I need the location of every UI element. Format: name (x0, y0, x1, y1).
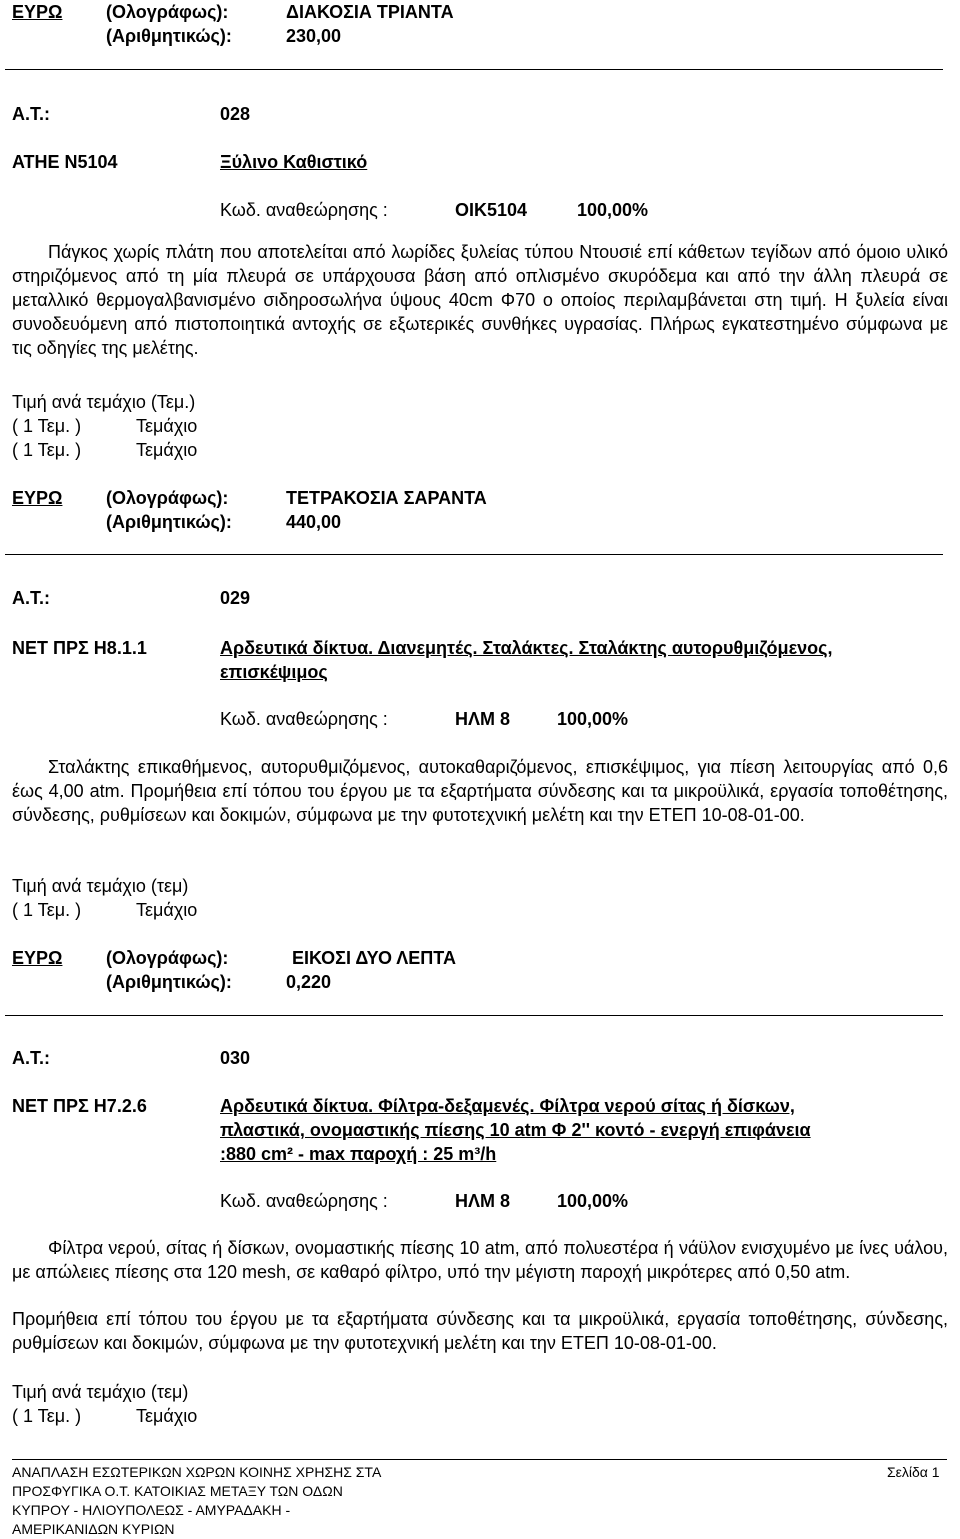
item-title: :880 cm² - max παροχή : 25 m³/h (220, 1144, 497, 1164)
unit-price-line: Τιμή ανά τεμάχιο (Τεμ.) (12, 392, 196, 412)
section-divider (5, 69, 943, 70)
item-code: ΑΤΗΕ Ν5104 (12, 152, 118, 172)
quantity-unit: Τεμάχιο (136, 900, 198, 920)
revision-code: ΟΙΚ5104 (455, 200, 528, 220)
section-divider (5, 554, 943, 555)
revision-label: Κωδ. αναθεώρησης : (220, 1191, 388, 1211)
price-number-value: 230,00 (286, 26, 342, 46)
quantity-unit: Τεμάχιο (136, 440, 198, 460)
revision-label: Κωδ. αναθεώρησης : (220, 709, 388, 729)
price-words-value: ΔΙΑΚΟΣΙΑ ΤΡΙΑΝΤΑ (286, 2, 454, 22)
price-number-value: 440,00 (286, 512, 342, 532)
revision-percent: 100,00% (577, 200, 649, 220)
price-words-label: (Ολογράφως): (106, 948, 229, 968)
price-words-value: ΕΙΚΟΣΙ ΔΥΟ ΛΕΠΤΑ (292, 948, 456, 968)
footer-line: ΑΜΕΡΙΚΑΝΙΔΩΝ ΚΥΡΙΩΝ (12, 1521, 175, 1537)
price-words-label: (Ολογράφως): (106, 488, 229, 508)
item-description: Φίλτρα νερού, σίτας ή δίσκων, ονομαστικής πίεσης 10 atm, από πολυεστέρα ή νάϋλον ενισχυμένο με ίνες υάλου, με απώλειες πίεσης στα 120 mesh, σε καθαρό φίλτρο, υπό την μέγιστη παροχή μικρότερες από 0,50 atm. (12, 1238, 948, 1282)
price-number-label: (Αριθμητικώς): (106, 26, 232, 46)
item-number-value: 030 (220, 1048, 251, 1068)
item-title: Ξύλινο Καθιστικό (220, 152, 368, 172)
quantity: ( 1 Τεμ. ) (12, 416, 82, 436)
quantity-unit: Τεμάχιο (136, 416, 198, 436)
unit-price-line: Τιμή ανά τεμάχιο (τεμ) (12, 876, 189, 896)
item-number-value: 029 (220, 588, 251, 608)
price-words-label: (Ολογράφως): (106, 2, 229, 22)
revision-percent: 100,00% (557, 709, 629, 729)
quantity: ( 1 Τεμ. ) (12, 900, 82, 920)
item-number-value: 028 (220, 104, 251, 124)
item-number-label: Α.Τ.: (12, 104, 51, 124)
item-description: Πάγκος χωρίς πλάτη που αποτελείται από λωρίδες ξυλείας τύπου Ντουσιέ επί κάθετων τεγίδων από όμοιο υλικό στηριζόμενος από τη μία πλευρά σε υπάρχουσα βάση από οπλισμένο σκυρόδεμα και από την άλλη πλευρά σε μεταλλικό θερμογαλβανισμένο σιδηροσωλήνα ύψους 40cm Φ70 ο οποίος περιλαμβάνεται στη τιμή. Η ξυλεία είναι συνοδευόμενη από πιστοποιητικά αντοχής σε εξωτερικές συνθήκες υγρασίας. Πλήρως εγκατεστημένο σύμφωνα με τις οδηγίες της μελέτης. (12, 242, 948, 358)
item-number-label: Α.Τ.: (12, 588, 51, 608)
item-title: Αρδευτικά δίκτυα. Διανεμητές. Σταλάκτες. Σταλάκτης αυτορυθμιζόμενος, (220, 638, 833, 658)
revision-code: ΗΛΜ 8 (455, 1191, 511, 1211)
currency-label: ΕΥΡΩ (12, 488, 63, 508)
price-number-label: (Αριθμητικώς): (106, 512, 232, 532)
footer-project-title (12, 1463, 381, 1539)
currency-label: ΕΥΡΩ (12, 2, 63, 22)
revision-percent: 100,00% (557, 1191, 629, 1211)
page-number: Σελίδα 1 (887, 1464, 940, 1480)
item-title: επισκέψιμος (220, 662, 328, 682)
item-description: Σταλάκτης επικαθήμενος, αυτορυθμιζόμενος, αυτοκαθαριζόμενος, επισκέψιμος, για πίεση λειτουργίας από 0,6 έως 4,00 atm. Προμήθεια επί τόπου του έργου με τα εξαρτήματα σύνδεσης και τα μικροϋλικά, εργασία τοποθέτησης, σύνδεσης, ρυθμίσεων και δοκιμών, σύμφωνα με την φυτοτεχνική μελέτη και την ΕΤΕΠ 10-08-01-00. (12, 757, 948, 825)
section-divider (5, 1015, 943, 1016)
item-title: Αρδευτικά δίκτυα. Φίλτρα-δεξαμενές. Φίλτρα νερού σίτας ή δίσκων, (220, 1096, 795, 1116)
price-words-value: ΤΕΤΡΑΚΟΣΙΑ ΣΑΡΑΝΤΑ (286, 488, 487, 508)
footer-divider (12, 1459, 947, 1460)
item-number-label: Α.Τ.: (12, 1048, 51, 1068)
unit-price-line: Τιμή ανά τεμάχιο (τεμ) (12, 1382, 189, 1402)
footer-line: ΑΝΑΠΛΑΣΗ ΕΣΩΤΕΡΙΚΩΝ ΧΩΡΩΝ ΚΟΙΝΗΣ ΧΡΗΣΗΣ ΣΤΑ (12, 1464, 382, 1480)
item-code: ΝΕΤ ΠΡΣ Η8.1.1 (12, 638, 147, 658)
quantity-unit: Τεμάχιο (136, 1406, 198, 1426)
price-number-value: 0,220 (286, 972, 332, 992)
quantity: ( 1 Τεμ. ) (12, 440, 82, 460)
item-code: ΝΕΤ ΠΡΣ Η7.2.6 (12, 1096, 147, 1116)
currency-label: ΕΥΡΩ (12, 948, 63, 968)
price-number-label: (Αριθμητικώς): (106, 972, 232, 992)
quantity: ( 1 Τεμ. ) (12, 1406, 82, 1426)
footer-line: ΚΥΠΡΟΥ - ΗΛΙΟΥΠΟΛΕΩΣ - ΑΜΥΡΑΔΑΚΗ - (12, 1502, 291, 1518)
revision-code: ΗΛΜ 8 (455, 709, 511, 729)
item-title: πλαστικά, ονομαστικής πίεσης 10 atm Φ 2'' κοντό - ενεργή επιφάνεια (220, 1120, 811, 1140)
item-description: Προμήθεια επί τόπου του έργου με τα εξαρτήματα σύνδεσης και τα μικροϋλικά, εργασία τοποθέτησης, σύνδεσης, ρυθμίσεων και δοκιμών, σύμφωνα με την φυτοτεχνική μελέτη και την ΕΤΕΠ 10-08-01-00. (12, 1309, 948, 1353)
footer-line: ΠΡΟΣΦΥΓΙΚΑ Ο.Τ. ΚΑΤΟΙΚΙΑΣ ΜΕΤΑΞΥ ΤΩΝ ΟΔΩΝ (12, 1483, 343, 1499)
revision-label: Κωδ. αναθεώρησης : (220, 200, 388, 220)
